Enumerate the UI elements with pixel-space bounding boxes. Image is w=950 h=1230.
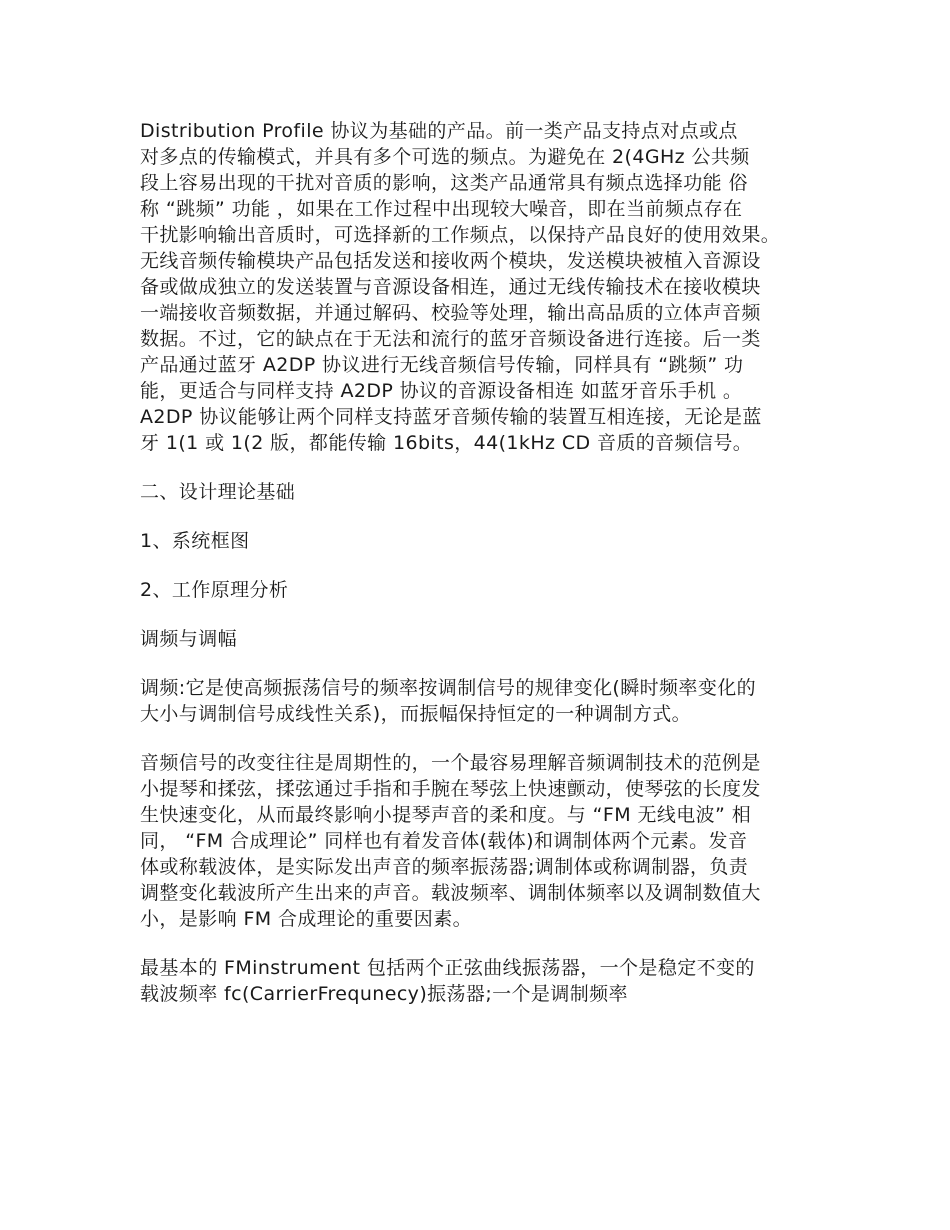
text-line: 音频信号的改变往往是周期性的，一个最容易理解音频调制技术的范例是 xyxy=(140,752,761,774)
text-line: Distribution Profile 协议为基础的产品。前一类产品支持点对点或点 xyxy=(140,120,738,142)
text-line: 称 “跳频” 功能 ，如果在工作过程中出现较大噪音，即在当前频点存在 xyxy=(140,198,743,220)
subheading-system-diagram: 1、系统框图 xyxy=(140,530,250,552)
section-heading-design-theory: 二、设计理论基础 xyxy=(140,481,296,503)
text-line: 载波频率 fc(CarrierFrequnecy)振荡器;一个是调制频率 xyxy=(140,983,628,1005)
text-line: 调频:它是使高频振荡信号的频率按调制信号的规律变化(瞬时频率变化的 xyxy=(140,677,757,699)
text-line: 大小与调制信号成线性关系)，而振幅保持恒定的一种调制方式。 xyxy=(140,703,692,725)
paragraph-audio-modulation xyxy=(140,750,820,932)
text-line: 干扰影响输出音质时，可选择新的工作频点，以保持产品良好的使用效果。 xyxy=(140,224,781,246)
text-line: 牙 1(1 或 1(2 版，都能传输 16bits，44(1kHz CD 音质的音频信号。 xyxy=(140,432,753,454)
text-line: 小提琴和揉弦，揉弦通过手指和手腕在琴弦上快速颤动，使琴弦的长度发 xyxy=(140,778,761,800)
text-line: 生快速变化，从而最终影响小提琴声音的柔和度。与 “FM 无线电波” 相 xyxy=(140,804,752,826)
text-line: 体或称载波体，是实际发出声音的频率振荡器;调制体或称调制器，负责 xyxy=(140,856,749,878)
paragraph-fm-instrument xyxy=(140,955,820,1007)
text-line: 能，更适合与同样支持 A2DP 协议的音源设备相连 如蓝牙音乐手机 。 xyxy=(140,380,743,402)
text-line: 调整变化载波所产生出来的声音。载波频率、调制体频率以及调制数值大 xyxy=(140,882,761,904)
text-line: A2DP 协议能够让两个同样支持蓝牙音频传输的装置互相连接，无论是蓝 xyxy=(140,406,762,428)
paragraph-bluetooth-products xyxy=(140,118,820,456)
subheading-working-principle: 2、工作原理分析 xyxy=(140,579,289,601)
text-line: 段上容易出现的干扰对音质的影响，这类产品通常具有频点选择功能 俗 xyxy=(140,172,748,194)
text-line: 数据。不过，它的缺点在于无法和流行的蓝牙音频设备进行连接。后一类 xyxy=(140,328,761,350)
paragraph-fm-definition xyxy=(140,675,820,727)
text-line: 产品通过蓝牙 A2DP 协议进行无线音频信号传输，同样具有 “跳频” 功 xyxy=(140,354,744,376)
text-line: 备或做成独立的发送装置与音源设备相连，通过无线传输技术在接收模块 xyxy=(140,276,761,298)
text-line: 小，是影响 FM 合成理论的重要因素。 xyxy=(140,908,473,930)
text-line: 无线音频传输模块产品包括发送和接收两个模块，发送模块被植入音源设 xyxy=(140,250,761,272)
document-page xyxy=(140,118,820,1007)
text-line: 最基本的 FMinstrument 包括两个正弦曲线振荡器，一个是稳定不变的 xyxy=(140,957,755,979)
subheading-fm-am: 调频与调幅 xyxy=(140,628,238,650)
text-line: 同， “FM 合成理论” 同样也有着发音体(载体)和调制体两个元素。发音 xyxy=(140,830,748,852)
text-line: 对多点的传输模式，并具有多个可选的频点。为避免在 2(4GHz 公共频 xyxy=(140,146,750,168)
text-line: 一端接收音频数据，并通过解码、校验等处理，输出高品质的立体声音频 xyxy=(140,302,761,324)
